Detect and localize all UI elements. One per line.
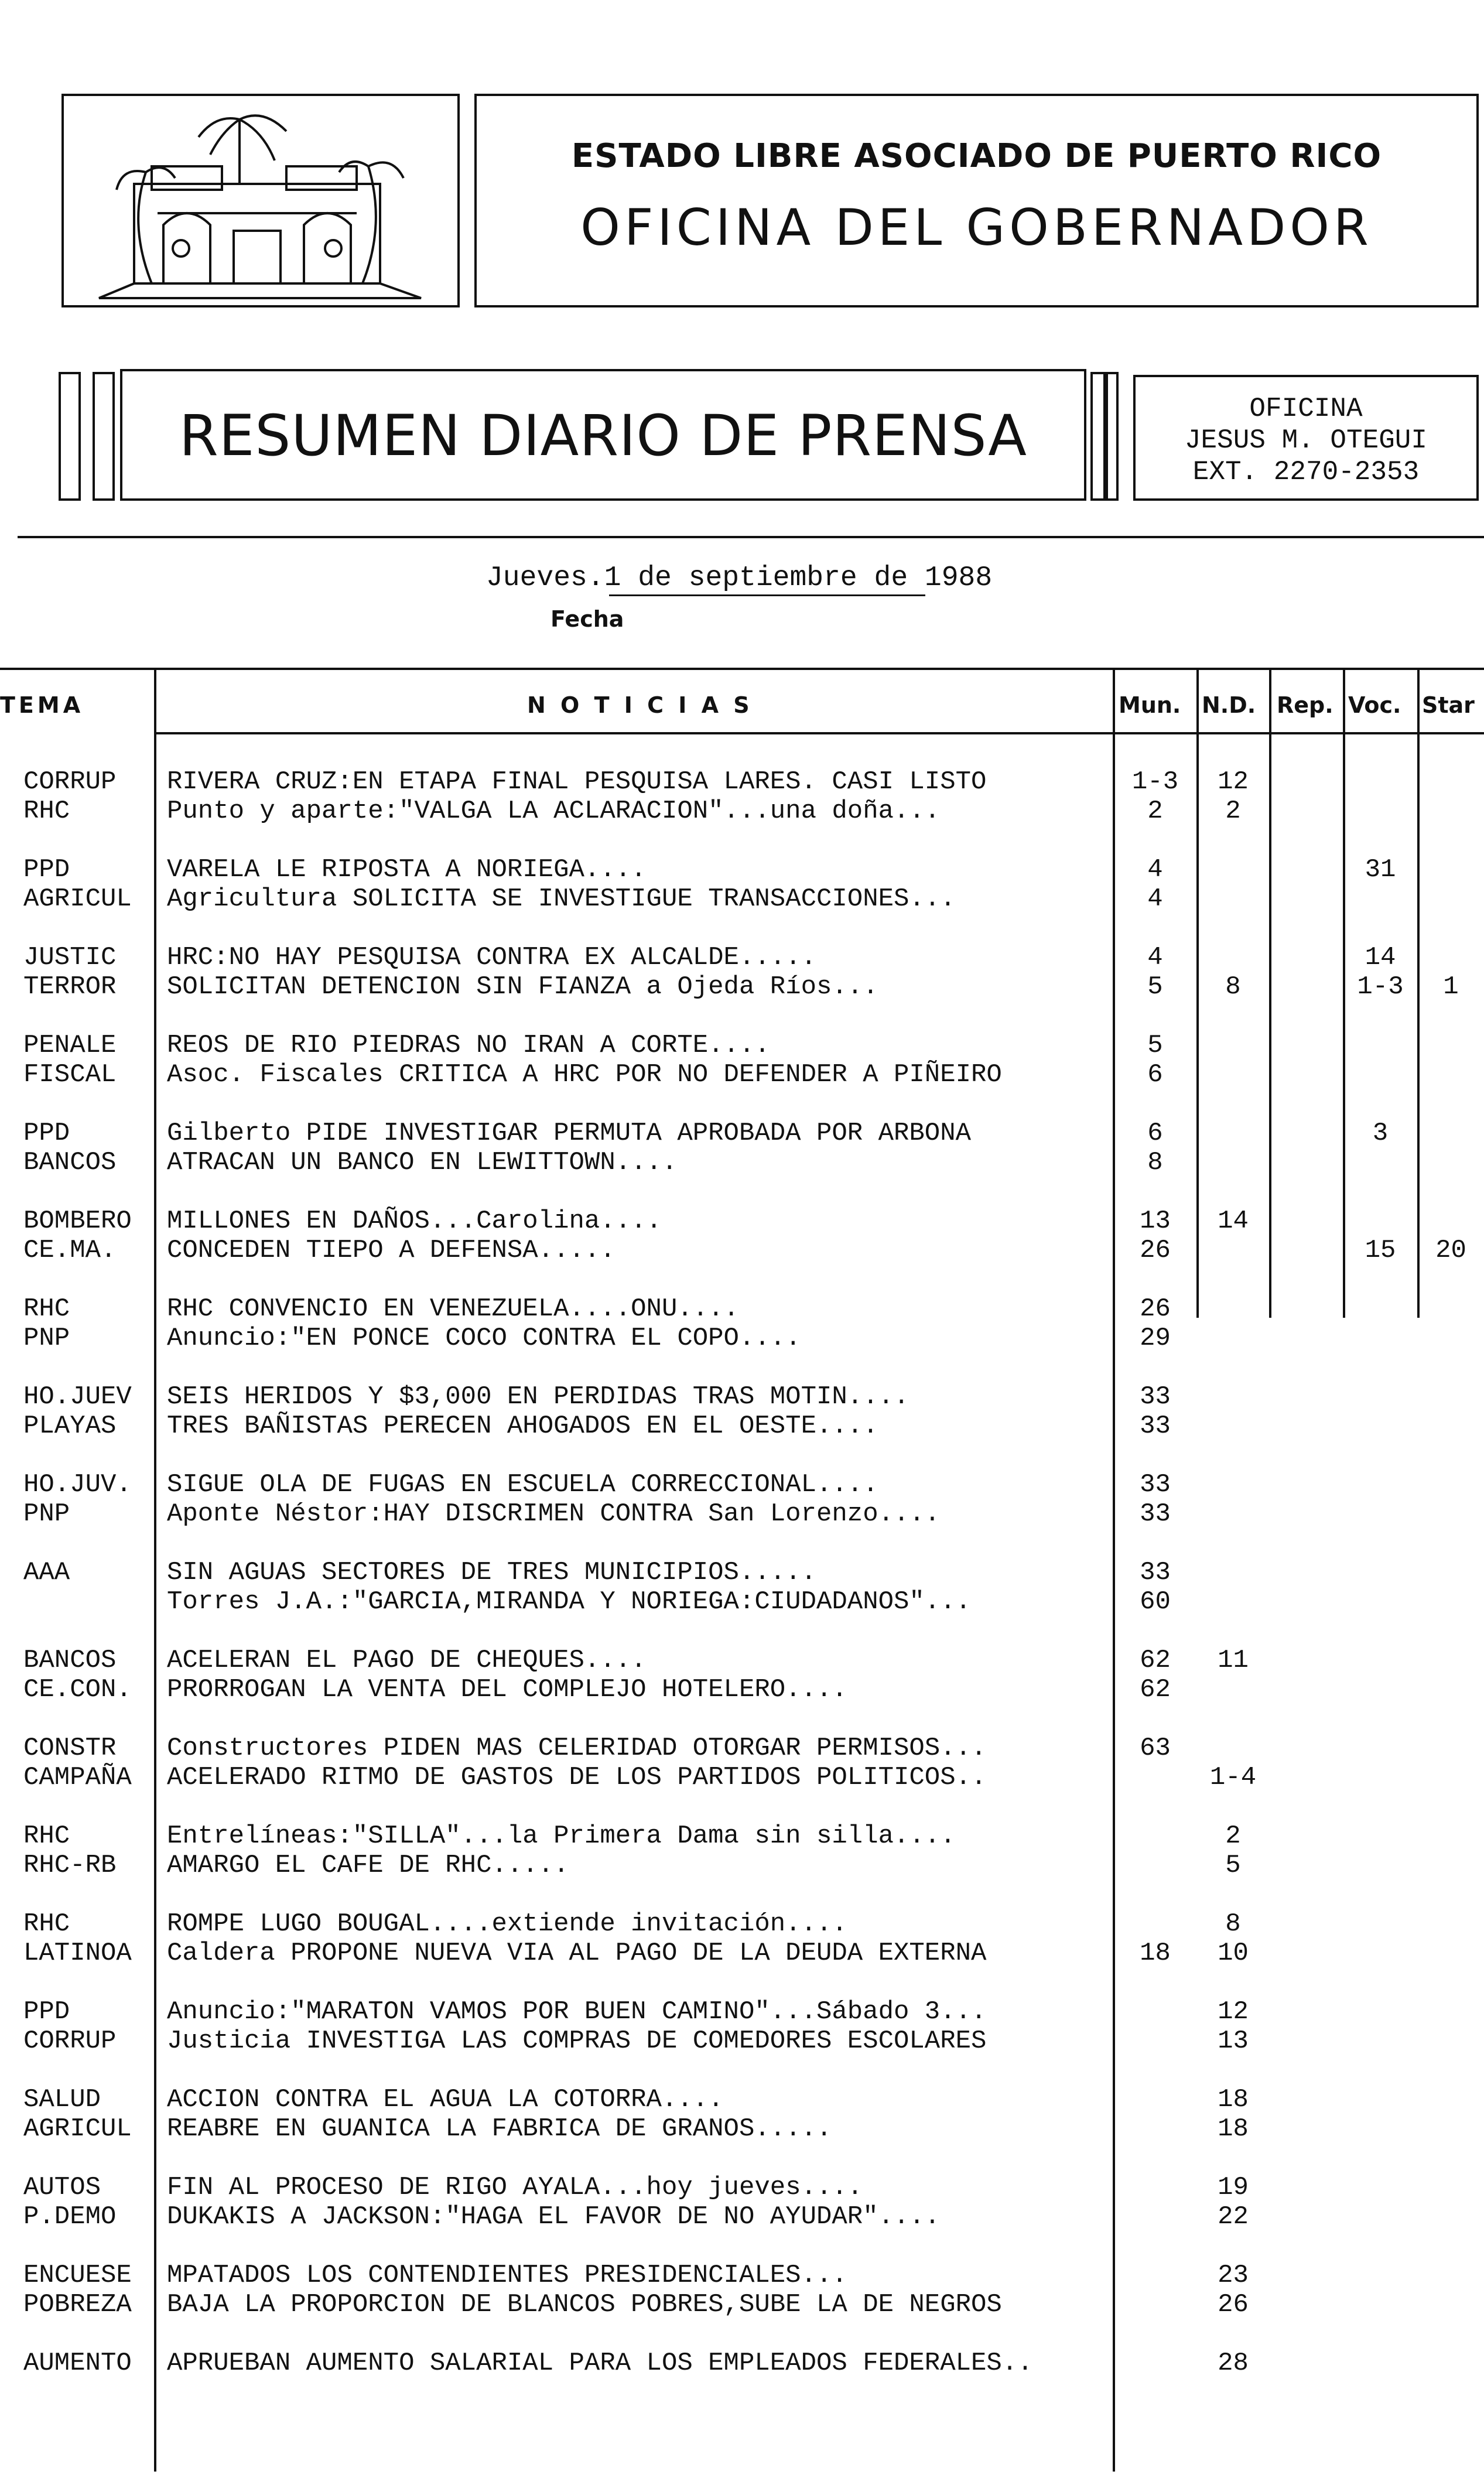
- cell-noticia: Constructores PIDEN MAS CELERIDAD OTORGAR PERMISOS...: [167, 1734, 987, 1763]
- cell-noticia: Anuncio:"EN PONCE COCO CONTRA EL COPO....: [167, 1324, 801, 1353]
- cell-tema: AGRICUL: [23, 2114, 132, 2144]
- cell-nd: 2: [1225, 1821, 1241, 1851]
- cell-nd: 13: [1218, 2026, 1249, 2056]
- cell-tema: PNP: [23, 1499, 70, 1529]
- cell-tema: TERROR: [23, 972, 117, 1002]
- cell-tema: CE.MA.: [23, 1236, 117, 1265]
- cell-noticia: ACCION CONTRA EL AGUA LA COTORRA....: [167, 2085, 724, 2114]
- col-divider-star: [1417, 668, 1420, 1318]
- col-header-noticias: N O T I C I A S: [527, 692, 753, 718]
- cell-tema: FISCAL: [23, 1060, 117, 1089]
- header-line1: ESTADO LIBRE ASOCIADO DE PUERTO RICO: [571, 137, 1382, 175]
- cell-mun: 33: [1140, 1382, 1171, 1411]
- cell-star: 20: [1435, 1236, 1466, 1265]
- col-divider-mun: [1113, 668, 1115, 2472]
- cell-noticia: SOLICITAN DETENCION SIN FIANZA a Ojeda Ríos...: [167, 972, 878, 1002]
- cell-tema: RHC: [23, 1294, 70, 1324]
- cell-noticia: SIN AGUAS SECTORES DE TRES MUNICIPIOS.....: [167, 1558, 816, 1587]
- cell-tema: RHC: [23, 1821, 70, 1851]
- cell-nd: 23: [1218, 2261, 1249, 2290]
- cell-mun: 6: [1147, 1119, 1163, 1148]
- cell-mun: 5: [1147, 972, 1163, 1002]
- cell-mun: 33: [1140, 1470, 1171, 1499]
- col-header-voc: Voc.: [1348, 692, 1401, 718]
- cell-tema: BOMBERO: [23, 1206, 132, 1236]
- cell-nd: 28: [1218, 2349, 1249, 2378]
- cell-voc: 31: [1365, 855, 1396, 884]
- cell-noticia: MPATADOS LOS CONTENDIENTES PRESIDENCIALES...: [167, 2261, 847, 2290]
- cell-noticia: ACELERAN EL PAGO DE CHEQUES....: [167, 1646, 647, 1675]
- cell-mun: 18: [1140, 1939, 1171, 1968]
- cell-tema: AGRICUL: [23, 884, 132, 914]
- cell-tema: BANCOS: [23, 1148, 117, 1177]
- cell-noticia: APRUEBAN AUMENTO SALARIAL PARA LOS EMPLEADOS FEDERALES..: [167, 2349, 1033, 2378]
- cell-mun: 13: [1140, 1206, 1171, 1236]
- cell-nd: 18: [1218, 2114, 1249, 2144]
- cell-noticia: Gilberto PIDE INVESTIGAR PERMUTA APROBADA POR ARBONA: [167, 1119, 972, 1148]
- cell-noticia: HRC:NO HAY PESQUISA CONTRA EX ALCALDE.....: [167, 943, 816, 972]
- cell-mun: 26: [1140, 1294, 1171, 1324]
- banner-bar-left-2: [93, 372, 115, 501]
- fortaleza-emblem: [64, 96, 457, 305]
- cell-mun: 4: [1147, 884, 1163, 914]
- cell-tema: SALUD: [23, 2085, 101, 2114]
- cell-voc: 14: [1365, 943, 1396, 972]
- cell-noticia: AMARGO EL CAFE DE RHC.....: [167, 1851, 569, 1880]
- banner-title: RESUMEN DIARIO DE PRENSA: [179, 403, 1027, 469]
- cell-nd: 1-4: [1209, 1763, 1257, 1792]
- cell-mun: 62: [1140, 1646, 1171, 1675]
- cell-tema: LATINOA: [23, 1939, 132, 1968]
- cell-noticia: ATRACAN UN BANCO EN LEWITTOWN....: [167, 1148, 678, 1177]
- cell-mun: 33: [1140, 1499, 1171, 1529]
- cell-mun: 2: [1147, 797, 1163, 826]
- cell-tema: PPD: [23, 855, 70, 884]
- col-header-nd: N.D.: [1202, 692, 1256, 718]
- col-header-tema: TEMA: [0, 692, 84, 718]
- table-header-rule: [155, 732, 1484, 734]
- col-divider-voc: [1343, 668, 1345, 1318]
- cell-noticia: REABRE EN GUANICA LA FABRICA DE GRANOS.....: [167, 2114, 832, 2144]
- cell-noticia: SEIS HERIDOS Y $3,000 EN PERDIDAS TRAS MOTIN....: [167, 1382, 909, 1411]
- cell-nd: 18: [1218, 2085, 1249, 2114]
- cell-nd: 2: [1225, 797, 1241, 826]
- cell-noticia: Torres J.A.:"GARCIA,MIRANDA Y NORIEGA:CIUDADANOS"...: [167, 1587, 972, 1616]
- cell-noticia: Asoc. Fiscales CRITICA A HRC POR NO DEFENDER A PIÑEIRO: [167, 1060, 1002, 1089]
- crest-box: [61, 94, 460, 307]
- cell-mun: 60: [1140, 1587, 1171, 1616]
- cell-nd: 12: [1218, 1997, 1249, 2026]
- cell-voc: 3: [1372, 1119, 1389, 1148]
- cell-nd: 12: [1218, 767, 1249, 797]
- cell-noticia: REOS DE RIO PIEDRAS NO IRAN A CORTE....: [167, 1031, 770, 1060]
- cell-noticia: SIGUE OLA DE FUGAS EN ESCUELA CORRECCIONAL....: [167, 1470, 878, 1499]
- cell-mun: 63: [1140, 1734, 1171, 1763]
- cell-mun: 33: [1140, 1558, 1171, 1587]
- cell-noticia: Caldera PROPONE NUEVA VIA AL PAGO DE LA DEUDA EXTERNA: [167, 1939, 987, 1968]
- cell-tema: AAA: [23, 1558, 70, 1587]
- cell-nd: 14: [1218, 1206, 1249, 1236]
- office-line3: EXT. 2270-2353: [1192, 457, 1420, 487]
- cell-tema: CORRUP: [23, 2026, 117, 2056]
- cell-nd: 8: [1225, 1909, 1241, 1939]
- cell-mun: 6: [1147, 1060, 1163, 1089]
- cell-noticia: Anuncio:"MARATON VAMOS POR BUEN CAMINO"...Sábado 3...: [167, 1997, 987, 2026]
- banner-bar-left-1: [59, 372, 81, 501]
- cell-tema: RHC: [23, 1909, 70, 1939]
- cell-mun: 29: [1140, 1324, 1171, 1353]
- cell-mun: 62: [1140, 1675, 1171, 1704]
- col-divider-tema: [154, 668, 156, 2472]
- cell-noticia: MILLONES EN DAÑOS...Carolina....: [167, 1206, 662, 1236]
- cell-tema: PPD: [23, 1997, 70, 2026]
- cell-noticia: ACELERADO RITMO DE GASTOS DE LOS PARTIDOS POLITICOS..: [167, 1763, 987, 1792]
- cell-nd: 11: [1218, 1646, 1249, 1675]
- cell-tema: CONSTR: [23, 1734, 117, 1763]
- date-underline: [609, 594, 925, 596]
- cell-tema: PPD: [23, 1119, 70, 1148]
- cell-noticia: Punto y aparte:"VALGA LA ACLARACION"...una doña...: [167, 797, 941, 826]
- cell-nd: 10: [1218, 1939, 1249, 1968]
- cell-noticia: RIVERA CRUZ:EN ETAPA FINAL PESQUISA LARES. CASI LISTO: [167, 767, 987, 797]
- cell-noticia: Agricultura SOLICITA SE INVESTIGUE TRANSACCIONES...: [167, 884, 956, 914]
- office-box: [1133, 375, 1479, 501]
- cell-tema: AUMENTO: [23, 2349, 132, 2378]
- cell-tema: AUTOS: [23, 2173, 101, 2202]
- cell-noticia: DUKAKIS A JACKSON:"HAGA EL FAVOR DE NO AYUDAR"....: [167, 2202, 941, 2231]
- cell-noticia: Aponte Néstor:HAY DISCRIMEN CONTRA San Lorenzo....: [167, 1499, 941, 1529]
- cell-voc: 15: [1365, 1236, 1396, 1265]
- separator-rule: [18, 536, 1484, 538]
- cell-nd: 5: [1225, 1851, 1241, 1880]
- cell-noticia: Entrelíneas:"SILLA"...la Primera Dama sin silla....: [167, 1821, 956, 1851]
- cell-tema: POBREZA: [23, 2290, 132, 2319]
- cell-mun: 5: [1147, 1031, 1163, 1060]
- cell-tema: HO.JUV.: [23, 1470, 132, 1499]
- cell-noticia: PRORROGAN LA VENTA DEL COMPLEJO HOTELERO....: [167, 1675, 847, 1704]
- cell-tema: JUSTIC: [23, 943, 117, 972]
- cell-mun: 4: [1147, 943, 1163, 972]
- cell-tema: RHC: [23, 797, 70, 826]
- office-line2: JESUS M. OTEGUI: [1184, 425, 1428, 456]
- cell-noticia: CONCEDEN TIEPO A DEFENSA.....: [167, 1236, 616, 1265]
- cell-nd: 22: [1218, 2202, 1249, 2231]
- cell-noticia: TRES BAÑISTAS PERECEN AHOGADOS EN EL OESTE....: [167, 1411, 878, 1441]
- date-label: Fecha: [550, 606, 624, 632]
- col-header-rep: Rep.: [1277, 692, 1333, 718]
- date-value: Jueves.1 de septiembre de 1988: [486, 562, 993, 594]
- cell-tema: PNP: [23, 1324, 70, 1353]
- cell-noticia: RHC CONVENCIO EN VENEZUELA....ONU....: [167, 1294, 739, 1324]
- col-header-star: Star: [1422, 692, 1475, 718]
- cell-mun: 8: [1147, 1148, 1163, 1177]
- cell-mun: 33: [1140, 1411, 1171, 1441]
- cell-noticia: FIN AL PROCESO DE RIGO AYALA...hoy jueves....: [167, 2173, 863, 2202]
- cell-nd: 26: [1218, 2290, 1249, 2319]
- cell-noticia: VARELA LE RIPOSTA A NORIEGA....: [167, 855, 647, 884]
- table-top-rule: [0, 668, 1484, 670]
- header-line2: OFICINA DEL GOBERNADOR: [580, 199, 1373, 257]
- cell-star: 1: [1443, 972, 1459, 1002]
- cell-tema: CAMPAÑA: [23, 1763, 132, 1792]
- cell-mun: 4: [1147, 855, 1163, 884]
- banner-bar-right-2: [1106, 372, 1119, 501]
- cell-nd: 8: [1225, 972, 1241, 1002]
- cell-voc: 1-3: [1357, 972, 1404, 1002]
- cell-nd: 19: [1218, 2173, 1249, 2202]
- cell-tema: BANCOS: [23, 1646, 117, 1675]
- col-divider-nd: [1196, 668, 1199, 1318]
- cell-tema: PENALE: [23, 1031, 117, 1060]
- cell-tema: ENCUESE: [23, 2261, 132, 2290]
- cell-mun: 26: [1140, 1236, 1171, 1265]
- cell-noticia: BAJA LA PROPORCION DE BLANCOS POBRES,SUBE LA DE NEGROS: [167, 2290, 1002, 2319]
- cell-tema: HO.JUEV: [23, 1382, 132, 1411]
- banner-bar-right-1: [1090, 372, 1106, 501]
- title-box: [474, 94, 1479, 307]
- col-divider-rep: [1269, 668, 1271, 1318]
- office-line1: OFICINA: [1249, 394, 1363, 424]
- banner-box: [120, 369, 1086, 501]
- cell-tema: CE.CON.: [23, 1675, 132, 1704]
- cell-noticia: Justicia INVESTIGA LAS COMPRAS DE COMEDORES ESCOLARES: [167, 2026, 987, 2056]
- col-header-mun: Mun.: [1119, 692, 1181, 718]
- cell-tema: PLAYAS: [23, 1411, 117, 1441]
- cell-noticia: ROMPE LUGO BOUGAL....extiende invitación....: [167, 1909, 847, 1939]
- cell-tema: CORRUP: [23, 767, 117, 797]
- cell-tema: RHC-RB: [23, 1851, 117, 1880]
- cell-tema: P.DEMO: [23, 2202, 117, 2231]
- cell-mun: 1-3: [1131, 767, 1179, 797]
